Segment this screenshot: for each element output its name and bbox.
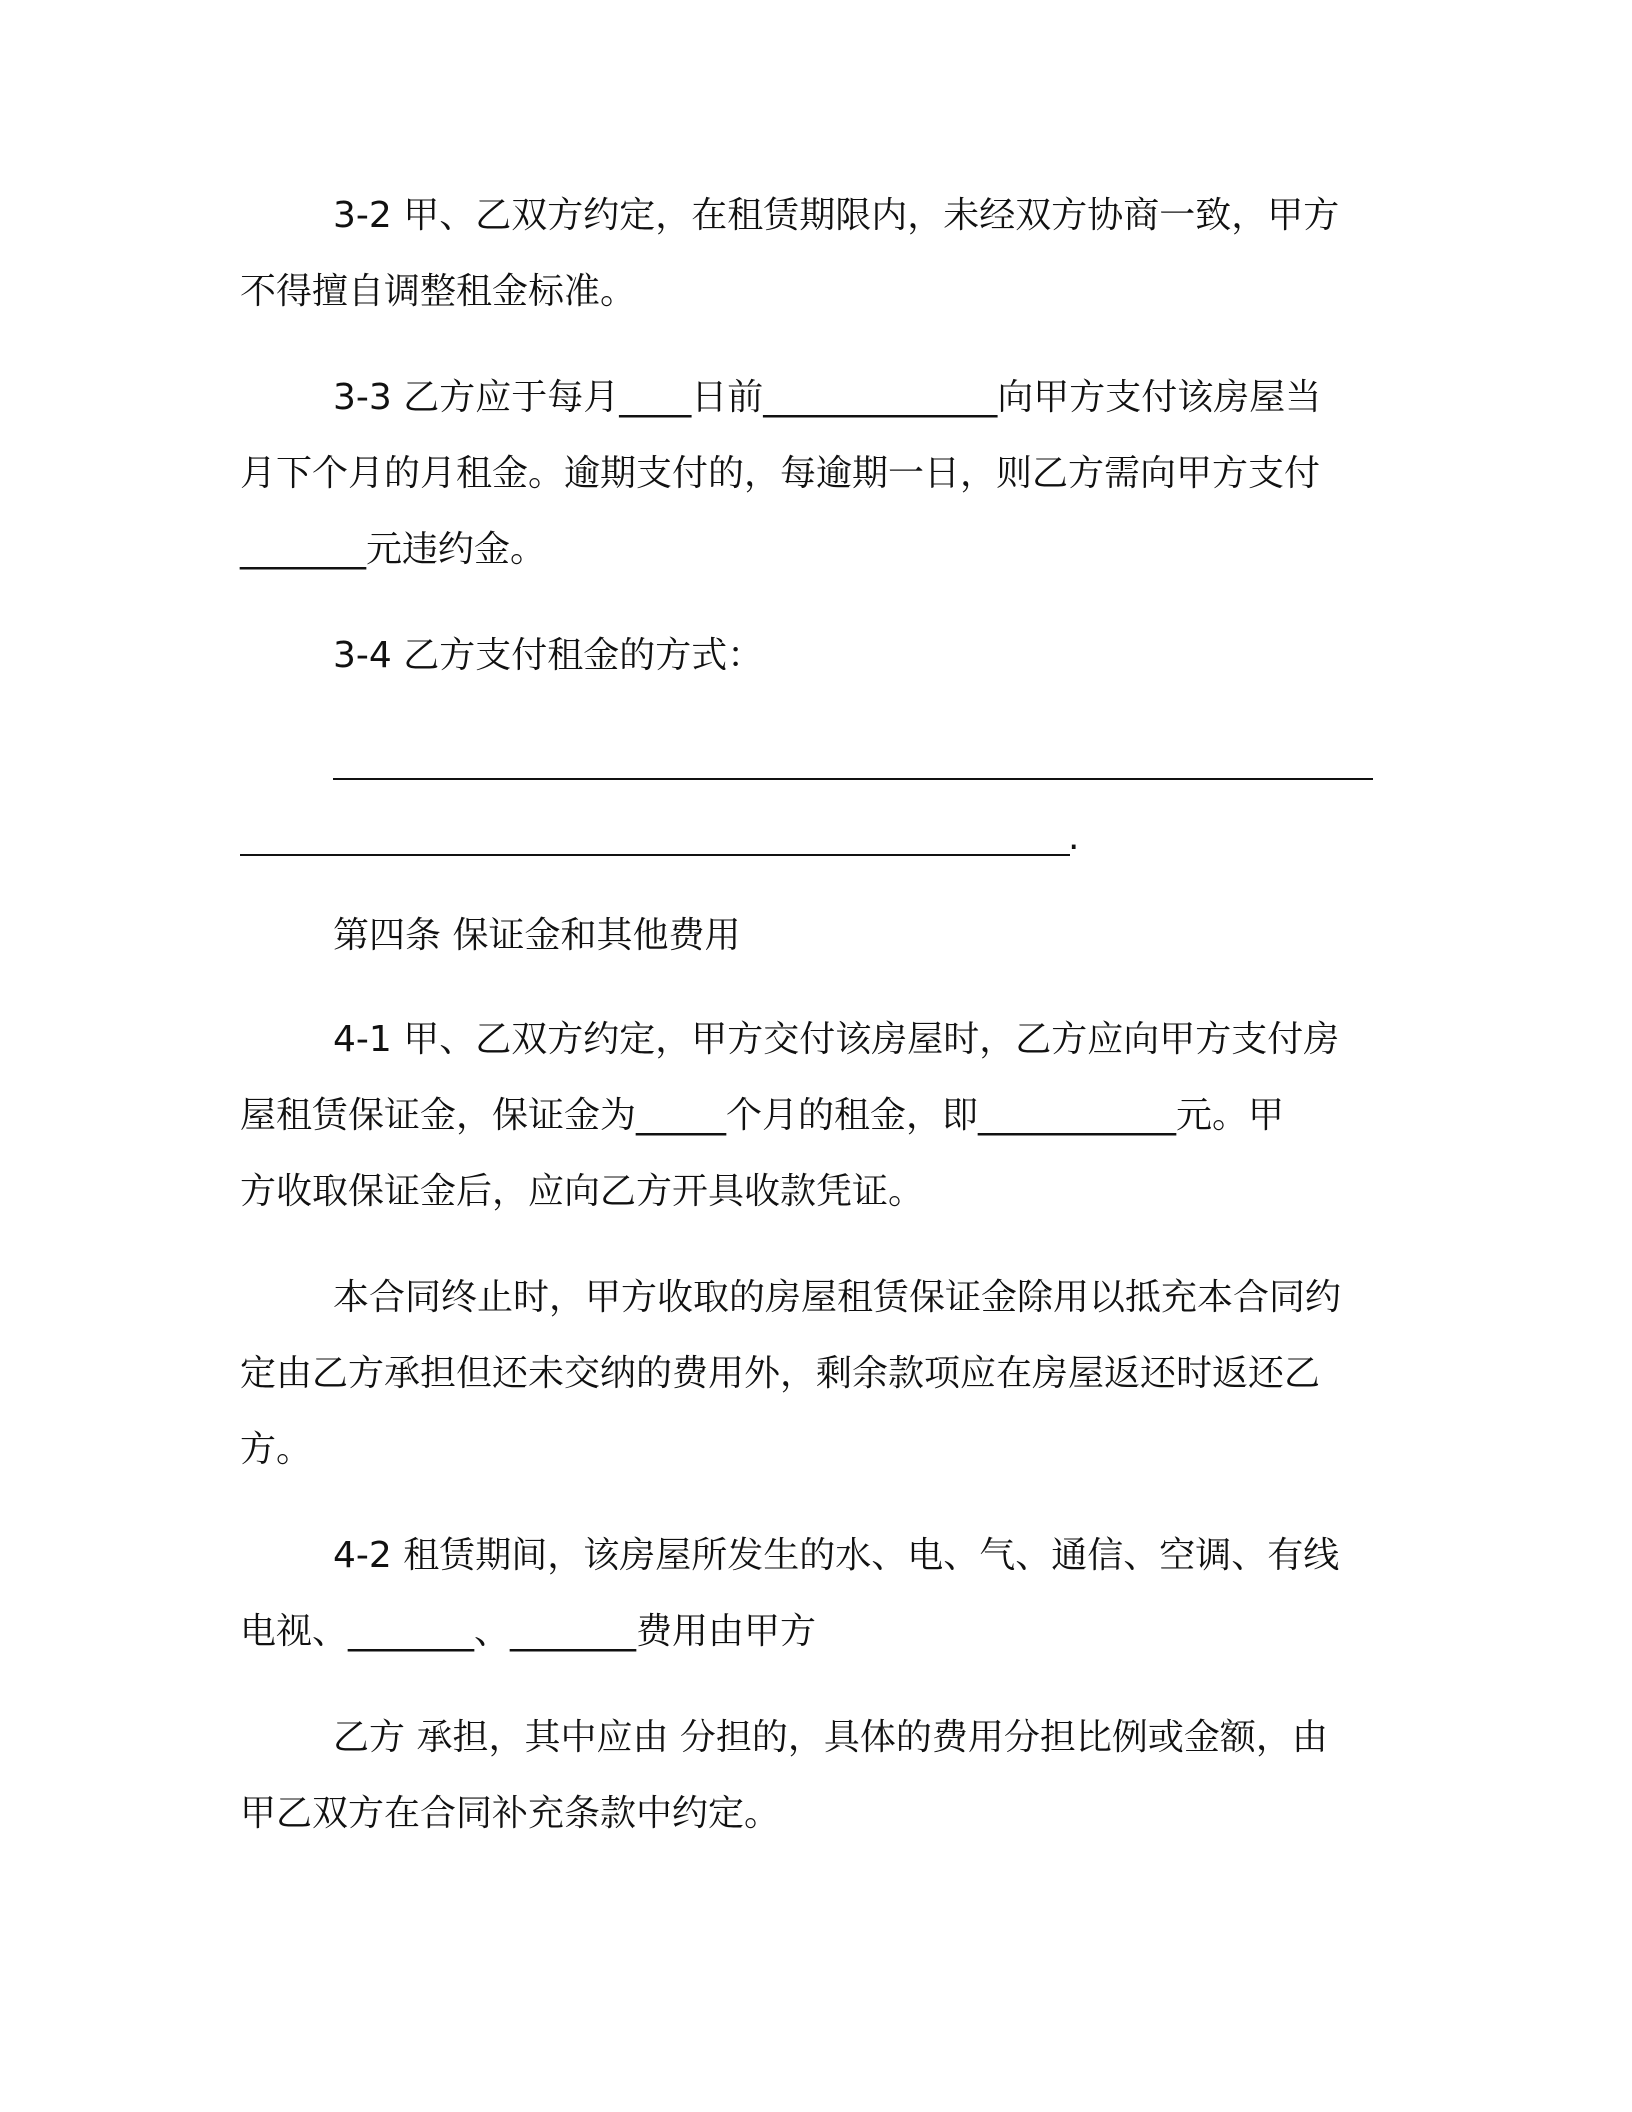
clause-3-2-line-1: 3-2 甲、乙双方约定，在租赁期限内，未经双方协商一致，甲方 [333, 195, 1340, 236]
clause-3-2-line-2: 不得擅自调整租金标准。 [240, 271, 637, 312]
payment-method-blank-1 [333, 778, 1373, 780]
termination-line-3: 方。 [240, 1429, 313, 1470]
clause-4-1-line-2: 屋租赁保证金，保证金为_____个月的租金，即___________元。甲 [240, 1095, 1285, 1136]
clause-4-1-line-1: 4-1 甲、乙双方约定，甲方交付该房屋时，乙方应向甲方支付房 [333, 1019, 1340, 1060]
termination-line-2: 定由乙方承担但还未交纳的费用外，剩余款项应在房屋返还时返还乙 [240, 1353, 1321, 1394]
termination-line-1: 本合同终止时，甲方收取的房屋租赁保证金除用以抵充本合同约 [333, 1277, 1342, 1318]
clause-3-3-line-3: _______元违约金。 [240, 529, 547, 570]
clause-3-4-line-1: 3-4 乙方支付租金的方式： [333, 635, 764, 676]
article-4-heading: 第四条 保证金和其他费用 [333, 915, 741, 956]
clause-4-2-line-1: 4-2 租赁期间，该房屋所发生的水、电、气、通信、空调、有线 [333, 1535, 1340, 1576]
clause-3-3-line-1: 3-3 乙方应于每月____日前_____________向甲方支付该房屋当 [333, 377, 1322, 418]
cost-share-line-1: 乙方 承担，其中应由 分担的，具体的费用分担比例或金额，由 [333, 1717, 1328, 1758]
cost-share-line-2: 甲乙双方在合同补充条款中约定。 [240, 1793, 781, 1834]
payment-method-period: . [1068, 817, 1080, 858]
clause-4-2-line-2: 电视、_______、_______费用由甲方 [240, 1611, 817, 1652]
clause-3-3-line-2: 月下个月的月租金。逾期支付的，每逾期一日，则乙方需向甲方支付 [240, 453, 1321, 494]
payment-method-blank-2 [240, 854, 1070, 856]
clause-4-1-line-3: 方收取保证金后，应向乙方开具收款凭证。 [240, 1171, 925, 1212]
